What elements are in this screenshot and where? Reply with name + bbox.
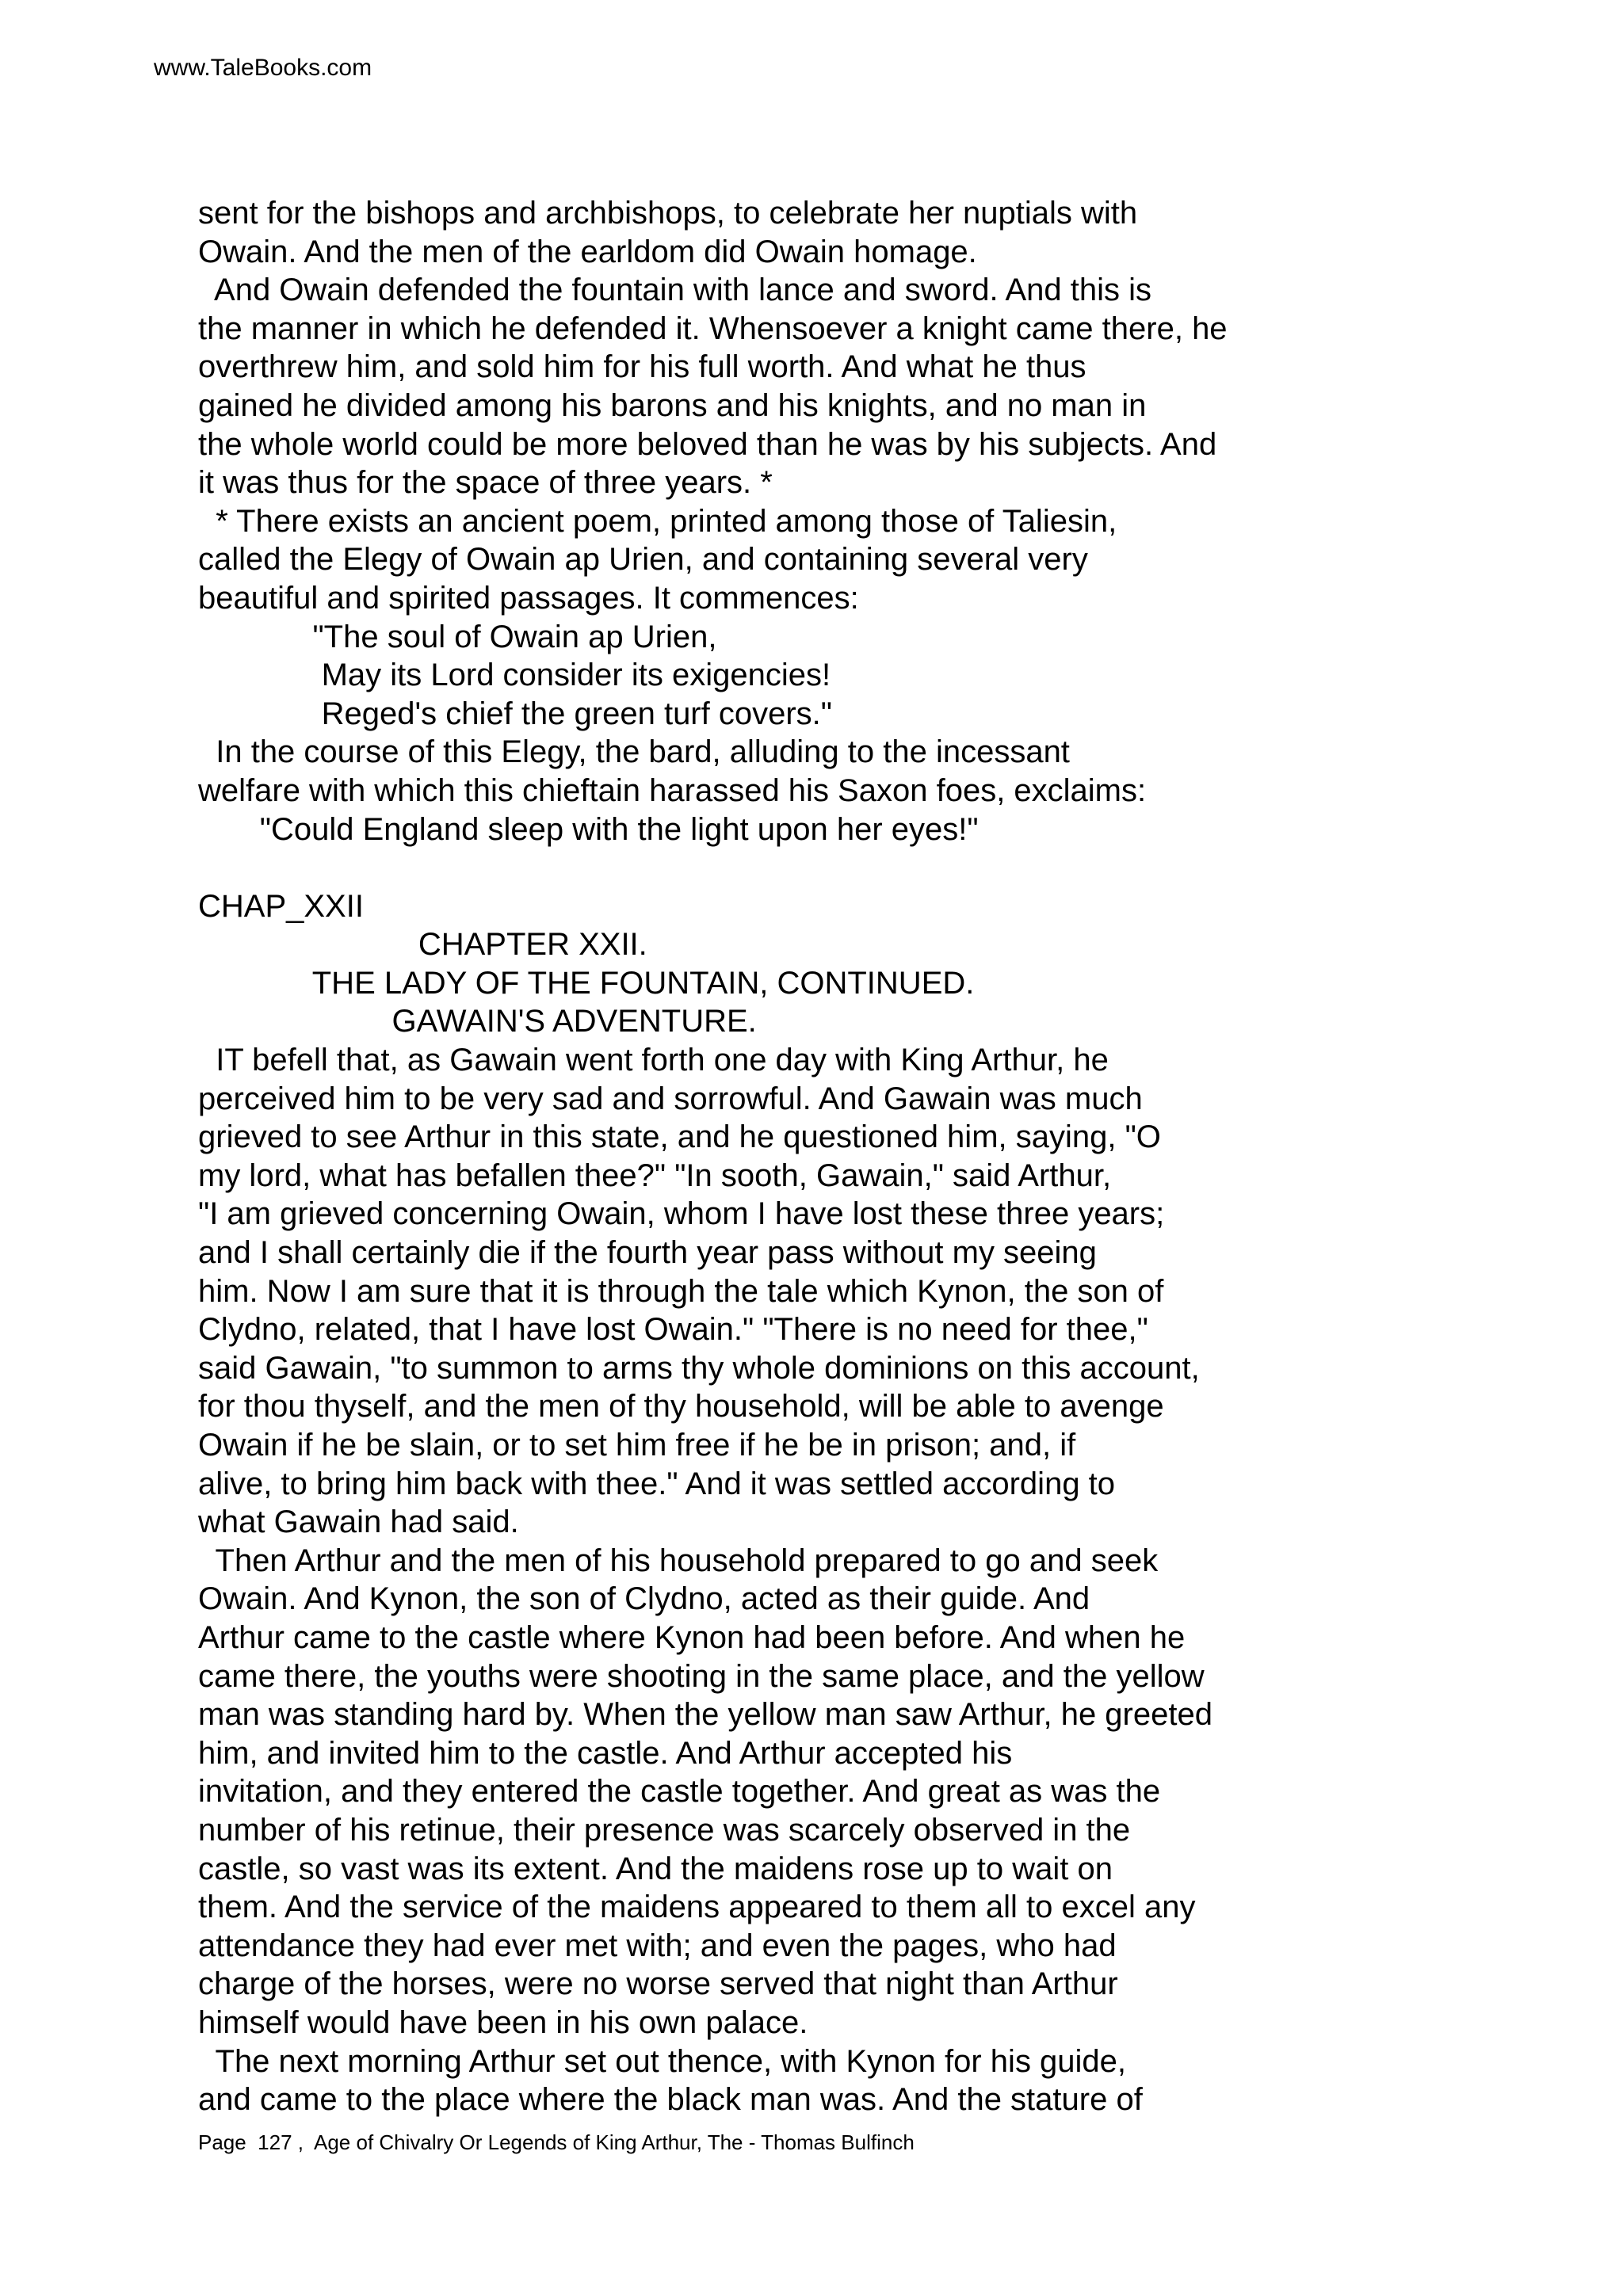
text-line: Owain. And Kynon, the son of Clydno, acted as their guide. And xyxy=(198,1581,1090,1617)
text-line: In the course of this Elegy, the bard, alluding to the incessant xyxy=(198,734,1070,770)
text-line: attendance they had ever met with; and even the pages, who had xyxy=(198,1928,1117,1963)
text-line: IT befell that, as Gawain went forth one day with King Arthur, he xyxy=(198,1043,1109,1078)
text-line: beautiful and spirited passages. It commences: xyxy=(198,580,859,616)
page-body xyxy=(198,194,1561,2119)
text-line: castle, so vast was its extent. And the maidens rose up to wait on xyxy=(198,1851,1113,1886)
text-line: grieved to see Arthur in this state, and he questioned him, saying, "O xyxy=(198,1119,1161,1155)
text-line: called the Elegy of Owain ap Urien, and containing several very xyxy=(198,542,1088,578)
text-line: and I shall certainly die if the fourth year pass without my seeing xyxy=(198,1235,1097,1271)
text-line: alive, to bring him back with thee." And it was settled according to xyxy=(198,1466,1116,1501)
text-line: And Owain defended the fountain with lance and sword. And this is xyxy=(198,273,1152,308)
text-line: invitation, and they entered the castle together. And great as was the xyxy=(198,1774,1161,1810)
text-line: the manner in which he defended it. Whensoever a knight came there, he xyxy=(198,311,1228,346)
text-line: what Gawain had said. xyxy=(198,1505,519,1540)
text-line: "Could England sleep with the light upon her eyes!" xyxy=(198,811,979,847)
text-line: CHAP_XXII xyxy=(198,888,364,924)
text-line: GAWAIN'S ADVENTURE. xyxy=(198,1004,757,1039)
text-line: Reged's chief the green turf covers." xyxy=(198,696,832,731)
text-line: perceived him to be very sad and sorrowful. And Gawain was much xyxy=(198,1081,1143,1116)
text-line: Then Arthur and the men of his household prepared to go and seek xyxy=(198,1543,1159,1578)
site-url-header: www.TaleBooks.com xyxy=(154,55,372,81)
text-line: said Gawain, "to summon to arms thy whole dominions on this account, xyxy=(198,1350,1200,1386)
page-footer: Page 127 , Age of Chivalry Or Legends of King Arthur, The - Thomas Bulfinch xyxy=(198,2130,915,2154)
text-line: Clydno, related, that I have lost Owain." "There is no need for thee," xyxy=(198,1312,1148,1348)
text-line: May its Lord consider its exigencies! xyxy=(198,658,831,693)
text-line: overthrew him, and sold him for his full worth. And what he thus xyxy=(198,349,1086,385)
text-line: "I am grieved concerning Owain, whom I have lost these three years; xyxy=(198,1196,1165,1232)
text-line: him, and invited him to the castle. And Arthur accepted his xyxy=(198,1735,1013,1771)
text-line: it was thus for the space of three years. * xyxy=(198,465,773,501)
text-line: the whole world could be more beloved than he was by his subjects. And xyxy=(198,426,1217,462)
text-line: them. And the service of the maidens appeared to them all to excel any xyxy=(198,1890,1196,1925)
text-line: charge of the horses, were no worse served that night than Arthur xyxy=(198,1966,1118,2002)
text-line: Arthur came to the castle where Kynon had been before. And when he xyxy=(198,1619,1186,1655)
text-line: Owain. And the men of the earldom did Owain homage. xyxy=(198,234,977,269)
text-line: THE LADY OF THE FOUNTAIN, CONTINUED. xyxy=(198,965,975,1001)
text-line: him. Now I am sure that it is through the tale which Kynon, the son of xyxy=(198,1273,1164,1309)
text-line: The next morning Arthur set out thence, with Kynon for his guide, xyxy=(198,2043,1127,2079)
text-line: sent for the bishops and archbishops, to celebrate her nuptials with xyxy=(198,196,1138,231)
text-line: man was standing hard by. When the yellow man saw Arthur, he greeted xyxy=(198,1697,1212,1733)
text-line xyxy=(198,849,1561,887)
text-line: * There exists an ancient poem, printed among those of Taliesin, xyxy=(198,503,1117,539)
text-line: my lord, what has befallen thee?" "In sooth, Gawain," said Arthur, xyxy=(198,1158,1112,1193)
text-line: himself would have been in his own palace. xyxy=(198,2004,808,2040)
text-line: "The soul of Owain ap Urien, xyxy=(198,619,717,654)
text-line: for thou thyself, and the men of thy household, will be able to avenge xyxy=(198,1389,1164,1425)
text-line: and came to the place where the black man was. And the stature of xyxy=(198,2082,1143,2118)
text-line: welfare with which this chieftain harassed his Saxon foes, exclaims: xyxy=(198,772,1147,808)
text-line: came there, the youths were shooting in the same place, and the yellow xyxy=(198,1658,1205,1694)
text-line: gained he divided among his barons and his knights, and no man in xyxy=(198,387,1147,423)
text-line: number of his retinue, their presence was scarcely observed in the xyxy=(198,1812,1131,1848)
text-line: CHAPTER XXII. xyxy=(198,927,647,963)
text-line: Owain if he be slain, or to set him free if he be in prison; and, if xyxy=(198,1428,1076,1463)
